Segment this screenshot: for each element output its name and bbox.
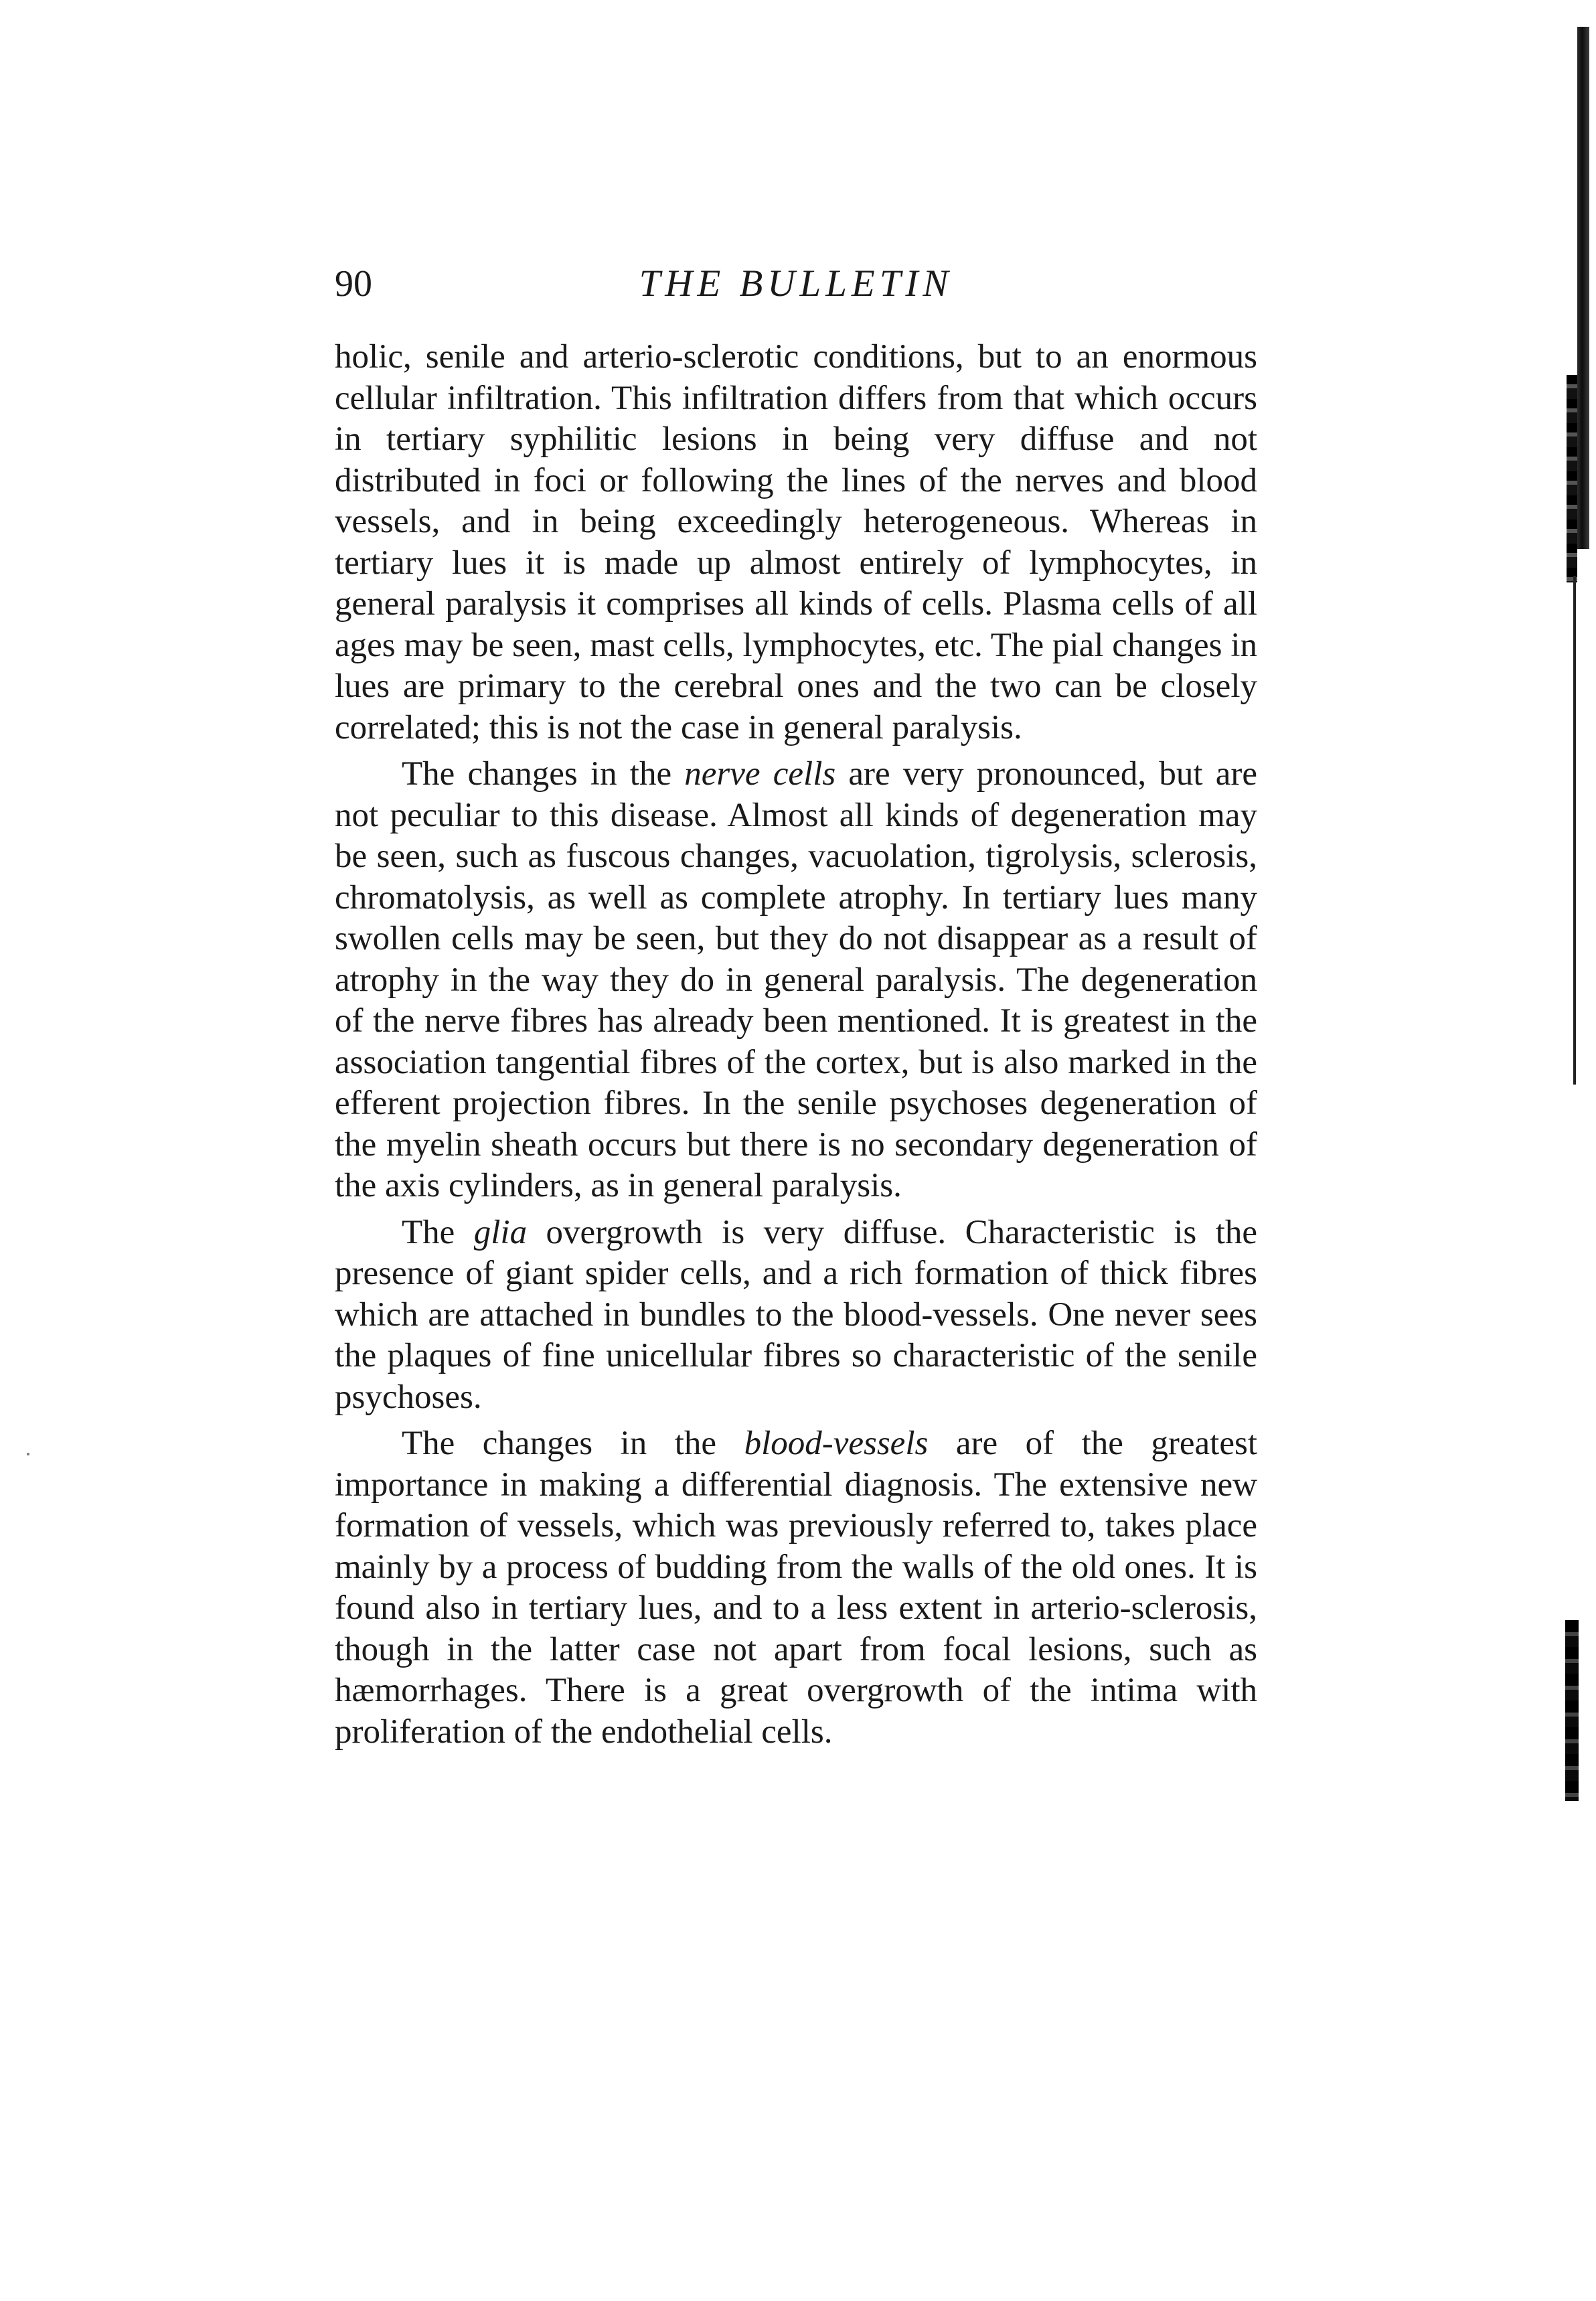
page-number: 90 [335,263,372,305]
paragraph-text: overgrowth is very diffuse. Characteristic is the presence of giant spider cells, and a rich formation of thick fibres which are attached in bundles to the blood-vessels. One never sees the plaques of fine unicellular fibres so characteristic of the senile psychoses. [335,1213,1258,1416]
page-header [335,258,1257,310]
paragraph-text: are very pronounced, but are not peculiar to this disease. Almost all kinds of degeneration may be seen, such as fuscous changes, vacuolation, tigrolysis, sclerosis, chromatolysis, as well as complete atrophy. In tertiary lues many swollen cells may be seen, but they do not disappear as a result of atrophy in the way they do in general paralysis. The degeneration of the nerve fibres has already been mentioned. It is greatest in the association tangential fibres of the cortex, but is also marked in the efferent projection fibres. In the senile psychoses degeneration of the myelin sheath occurs but there is no secondary degeneration of the axis cylinders, as in general paralysis. [335,755,1257,1204]
paragraph-text: The changes in the [402,1425,744,1462]
italic-term-nerve-cells: nerve cells [684,755,836,793]
body-text [335,337,1257,1753]
running-head: THE BULLETIN [639,262,953,305]
paragraph-continuation [335,337,1257,748]
paragraph-text: are of the greatest importance in making a differential diagnosis. The extensive new formation of vessels, which was previously referred to, takes place mainly by a process of budding from the walls of the old ones. It is found also in tertiary lues, and to a less extent in arterio-sclerosis, though in the latter case not apart from focal lesions, such as hæmorrhages. There is a great overgrowth of the intima with proliferation of the endothelial cells. [335,1425,1257,1751]
paragraph-nerve-cells [335,754,1257,1207]
book-page [335,258,1257,1753]
paragraph-text: holic, senile and arterio-sclerotic conditions, but to an enormous cellular infiltration. This infiltration differs from that which occurs in tertiary syphilitic lesions in being very diffuse and not distributed in foci or following the lines of the nerves and blood vessels, and in being exceedingly heterogeneous. Whereas in tertiary lues it is made up almost entirely of lymphocytes, in general paralysis it comprises all kinds of cells. Plasma cells of all ages may be seen, mast cells, lymphocytes, etc. The pial changes in lues are primary to the cerebral ones and the two can be closely correlated; this is not the case in general paralysis. [335,338,1257,746]
paragraph-glia [335,1212,1257,1419]
paragraph-blood-vessels [335,1423,1257,1753]
scan-edge-artifact-middle [1567,375,1577,582]
scan-edge-artifact-line [1573,576,1576,1085]
scan-speck [27,1453,29,1455]
paragraph-text: The [402,1213,474,1251]
scan-edge-artifact-top [1577,27,1589,549]
scan-edge-artifact-bottom [1565,1620,1579,1801]
paragraph-text: The changes in the [402,755,685,793]
italic-term-blood-vessels: blood-vessels [744,1425,929,1462]
italic-term-glia: glia [473,1213,528,1251]
